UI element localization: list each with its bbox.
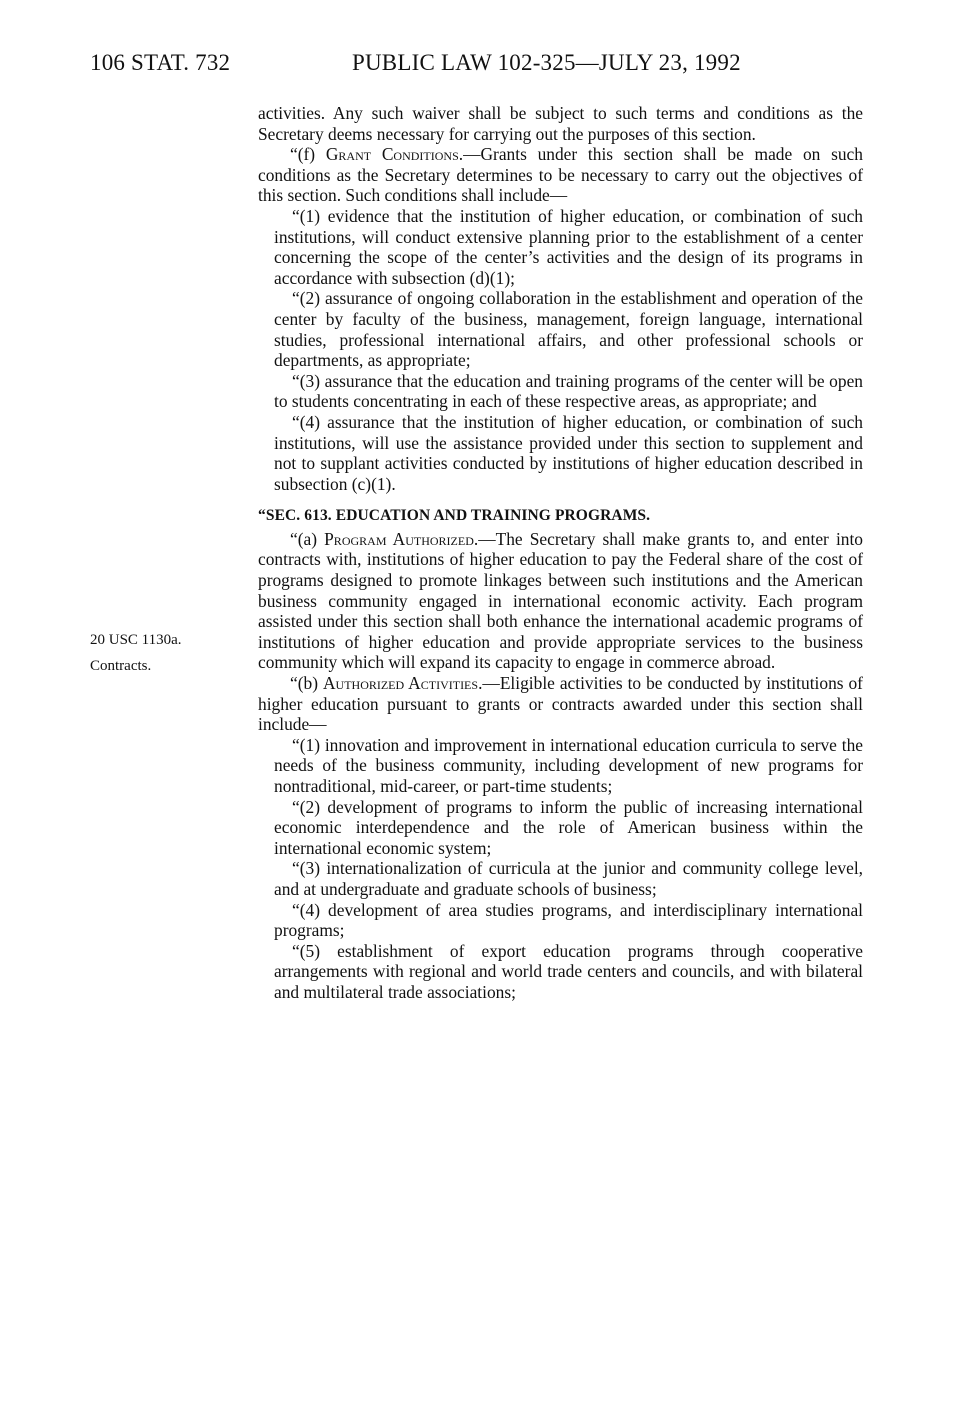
subsection-f-prefix: “(f) [290,144,326,165]
activity-item-5: “(5) establishment of export education programs through cooperative arrangements with regional and world trade centers and councils, and with bilateral and multilateral trade associations; [274,940,863,1002]
subsection-a-prefix: “(a) [290,528,325,549]
subsection-b [258,673,863,735]
activity-item-4: “(4) development of area studies programs, and interdisciplinary international programs; [274,899,863,941]
condition-item-2: “(2) assurance of ongoing collaboration in the establishment and operation of the center by faculty of the business, management, foreign language, international studies, professional international affairs, and other professional schools or departments, as appropriate; [274,288,863,371]
activity-item-3: “(3) internationalization of curricula at the junior and community college level, and at undergraduate and graduate schools of business; [274,858,863,899]
subsection-f-text: —Grants under this section shall be made on such conditions as the Secretary determines to be necessary to carry out the objectives of this section. Such conditions shall include— [258,144,863,206]
subsection-a-text: —The Secretary shall make grants to, and enter into contracts with, institutions of higher education to pay the Federal share of the cost of programs designed to promote linkages between such institutions and the American business community engaged in international economic activity. Each program assisted under this section shall both enhance the international academic programs of institutions of higher education and provide appropriate services to the business community which will expand its capacity to engage in commerce abroad. [258,528,863,673]
subsection-a-heading: Program Authorized. [324,528,479,549]
subsection-b-prefix: “(b) [290,673,323,694]
subsection-b-text: —Eligible activities to be conducted by institutions of higher education pursuant to grants or contracts awarded under this section shall include— [258,673,863,735]
activity-item-2: “(2) development of programs to inform the public of increasing international economic interdependence and the role of American business within the international economic system; [274,796,863,858]
activity-item-1: “(1) innovation and improvement in international education curricula to serve the needs of the business community, including development of new programs for nontraditional, mid-career, or part-time students; [274,734,863,796]
margin-note-contracts: Contracts. [90,658,152,674]
statute-body [258,103,863,1003]
stat-page-number: 106 STAT. 732 [90,50,231,75]
condition-item-3: “(3) assurance that the education and training programs of the center will be open to students concentrating in each of these respective areas, as appropriate; and [274,370,863,412]
margin-note-usc: 20 USC 1130a. [90,632,182,648]
intro-paragraph: activities. Any such waiver shall be subject to such terms and conditions as the Secretary deems necessary for carrying out the purposes of this section. [258,103,863,144]
section-613-heading: “SEC. 613. EDUCATION AND TRAINING PROGRAMS. [258,507,651,525]
public-law-title: PUBLIC LAW 102-325—JULY 23, 1992 [352,50,741,75]
condition-item-4: “(4) assurance that the institution of higher education, or combination of such institutions, will use the assistance provided under this section to supplement and not to supplant activities conducted by institutions of higher education described in subsection (c)(1). [274,411,863,494]
subsection-a [258,529,863,673]
subsection-f-heading: Grant Conditions. [325,144,464,165]
condition-item-1: “(1) evidence that the institution of higher education, or combination of such institutions, will conduct extensive planning prior to the establishment of a center concerning the scope of the center’s activities and the design of its programs in accordance with subsection (d)(1); [274,205,863,288]
page-header [0,40,957,80]
subsection-b-heading: Authorized Activities. [322,673,483,694]
subsection-f [258,144,863,206]
